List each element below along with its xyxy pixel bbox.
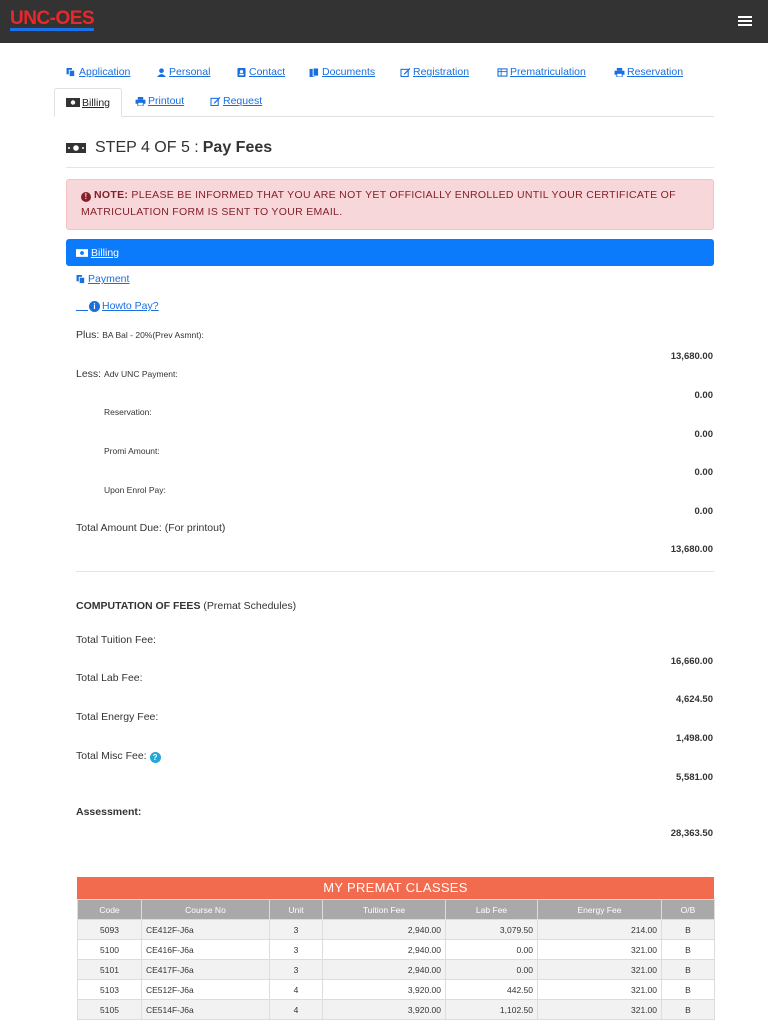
billing-section-button[interactable] <box>66 239 714 266</box>
info-circle-icon: i <box>89 301 100 312</box>
cell-code: 5101 <box>78 960 142 980</box>
cell-tuition-fee: 2,940.00 <box>323 920 446 940</box>
tab-personal-label: Personal <box>169 66 211 78</box>
tab-prematriculation-label: Prematriculation <box>510 66 586 78</box>
cell-course-no: CE514F-J6a <box>142 1000 270 1020</box>
billing-section-label: Billing <box>91 246 120 259</box>
less-row <box>76 368 178 380</box>
divider <box>66 167 714 168</box>
tab-application-label: Application <box>79 66 131 78</box>
lab-fee-label: Total Lab Fee: <box>76 672 143 684</box>
tab-reservation[interactable] <box>614 66 683 78</box>
upon-enrol-amount: 0.00 <box>694 506 713 517</box>
column-header: Code <box>78 900 142 920</box>
copy-icon <box>66 68 77 77</box>
tab-printout[interactable] <box>135 95 184 107</box>
cell-course-no: CE417F-J6a <box>142 960 270 980</box>
assessment-amount: 28,363.50 <box>670 828 713 839</box>
tab-prematriculation[interactable] <box>497 66 586 78</box>
cell-tuition-fee: 3,920.00 <box>323 980 446 1000</box>
copy-icon <box>76 275 87 284</box>
exclamation-circle-icon: ! <box>81 192 91 202</box>
cell-energy-fee: 321.00 <box>538 960 662 980</box>
adv-payment-label: Adv UNC Payment: <box>104 369 178 379</box>
howto-pay-link[interactable] <box>76 300 159 312</box>
tab-contact[interactable] <box>236 66 285 78</box>
money-bill-icon <box>66 143 86 153</box>
hamburger-menu-icon[interactable] <box>738 16 752 27</box>
cell-ob: B <box>662 980 715 1000</box>
tuition-fee-amount: 16,660.00 <box>670 656 713 667</box>
cell-course-no: CE416F-J6a <box>142 940 270 960</box>
tuition-fee-label: Total Tuition Fee: <box>76 634 156 646</box>
money-bill-icon <box>66 98 80 107</box>
cell-code: 5100 <box>78 940 142 960</box>
energy-fee-label: Total Energy Fee: <box>76 711 159 723</box>
tab-documents-label: Documents <box>322 66 376 78</box>
table-header-row <box>78 900 715 920</box>
tab-request-label: Request <box>223 95 263 107</box>
top-navbar <box>0 0 768 43</box>
tab-reservation-label: Reservation <box>627 66 684 78</box>
payment-link[interactable] <box>76 273 129 285</box>
total-amount-due-label: Total Amount Due: (For printout) <box>76 522 226 534</box>
plus-sub-label: BA Bal - 20%(Prev Asmnt): <box>102 330 204 340</box>
less-label: Less: <box>76 368 102 380</box>
table-row <box>78 940 715 960</box>
step-tabs <box>54 60 714 117</box>
plus-label: Plus: <box>76 329 100 341</box>
energy-fee-amount: 1,498.00 <box>676 733 713 744</box>
contact-card-icon <box>236 68 247 77</box>
promi-amount-label: Promi Amount: <box>104 446 160 456</box>
plus-row <box>76 329 204 341</box>
total-amount-due-value: 13,680.00 <box>670 544 713 555</box>
alert-text: PLEASE BE INFORMED THAT YOU ARE NOT YET OFFICIALLY ENROLLED UNTIL YOUR CERTIFICATE OF MATRICULATION FORM IS SENT TO YOUR EMAIL. <box>81 189 676 218</box>
enrollment-notice-alert <box>66 179 714 230</box>
cell-unit: 3 <box>270 920 323 940</box>
cell-tuition-fee: 2,940.00 <box>323 940 446 960</box>
table-row <box>78 1000 715 1020</box>
table-row <box>78 960 715 980</box>
cell-course-no: CE412F-J6a <box>142 920 270 940</box>
cell-lab-fee: 0.00 <box>446 960 538 980</box>
cell-lab-fee: 0.00 <box>446 940 538 960</box>
computation-heading <box>76 600 296 612</box>
table-row <box>78 920 715 940</box>
print-icon <box>135 97 146 106</box>
cell-energy-fee: 321.00 <box>538 980 662 1000</box>
cell-ob: B <box>662 960 715 980</box>
misc-fee-amount: 5,581.00 <box>676 772 713 783</box>
tab-printout-label: Printout <box>148 95 185 107</box>
cell-ob: B <box>662 1000 715 1020</box>
question-circle-icon[interactable]: ? <box>150 752 161 763</box>
plus-amount: 13,680.00 <box>670 351 713 362</box>
edit-icon <box>400 68 411 77</box>
howto-pay-label: Howto Pay? <box>102 300 159 312</box>
column-header: O/B <box>662 900 715 920</box>
payment-link-label: Payment <box>88 273 130 285</box>
cell-ob: B <box>662 920 715 940</box>
money-bill-icon <box>76 249 88 257</box>
column-header: Course No <box>142 900 270 920</box>
table-icon <box>497 68 508 77</box>
tab-contact-label: Contact <box>249 66 286 78</box>
cell-tuition-fee: 3,920.00 <box>323 1000 446 1020</box>
cell-course-no: CE512F-J6a <box>142 980 270 1000</box>
cell-energy-fee: 321.00 <box>538 940 662 960</box>
premat-classes-title: MY PREMAT CLASSES <box>77 877 714 899</box>
misc-fee-label: Total Misc Fee: <box>76 750 147 762</box>
cell-tuition-fee: 2,940.00 <box>323 960 446 980</box>
column-header: Lab Fee <box>446 900 538 920</box>
edit-icon <box>210 97 221 106</box>
cell-code: 5105 <box>78 1000 142 1020</box>
page-title <box>66 139 272 157</box>
column-header: Tuition Fee <box>323 900 446 920</box>
tab-documents[interactable] <box>309 66 375 78</box>
cell-energy-fee: 321.00 <box>538 1000 662 1020</box>
cell-unit: 3 <box>270 940 323 960</box>
cell-unit: 4 <box>270 1000 323 1020</box>
step-title: Pay Fees <box>202 139 273 156</box>
column-header: Unit <box>270 900 323 920</box>
tab-request[interactable] <box>210 95 262 107</box>
cell-lab-fee: 3,079.50 <box>446 920 538 940</box>
tab-billing-label: Billing <box>82 96 111 109</box>
computation-title: COMPUTATION OF FEES <box>76 600 201 612</box>
tab-application[interactable] <box>66 66 130 78</box>
cell-code: 5103 <box>78 980 142 1000</box>
upon-enrol-label: Upon Enrol Pay: <box>104 485 166 495</box>
assessment-label: Assessment: <box>76 806 142 818</box>
premat-classes-table <box>77 899 715 1020</box>
table-row <box>78 980 715 1000</box>
misc-fee-row <box>76 750 161 763</box>
cell-lab-fee: 1,102.50 <box>446 1000 538 1020</box>
divider <box>76 571 714 572</box>
cell-code: 5093 <box>78 920 142 940</box>
cell-energy-fee: 214.00 <box>538 920 662 940</box>
reservation-label: Reservation: <box>104 407 152 417</box>
tab-billing[interactable] <box>54 88 122 117</box>
computation-subtitle: (Premat Schedules) <box>203 600 297 612</box>
brand-logo[interactable]: UNC-OES <box>10 8 95 29</box>
cell-ob: B <box>662 940 715 960</box>
premat-classes-panel <box>77 877 714 1020</box>
reservation-amount: 0.00 <box>694 429 713 440</box>
column-header: Energy Fee <box>538 900 662 920</box>
alert-label: NOTE: <box>94 189 129 201</box>
tab-registration-label: Registration <box>413 66 470 78</box>
documents-icon <box>309 68 320 77</box>
print-icon <box>614 68 625 77</box>
cell-unit: 4 <box>270 980 323 1000</box>
cell-unit: 3 <box>270 960 323 980</box>
cell-lab-fee: 442.50 <box>446 980 538 1000</box>
tab-registration[interactable] <box>400 66 469 78</box>
step-prefix: STEP 4 OF 5 : <box>95 139 199 156</box>
user-icon <box>156 68 167 77</box>
tab-personal[interactable] <box>156 66 210 78</box>
lab-fee-amount: 4,624.50 <box>676 694 713 705</box>
adv-payment-amount: 0.00 <box>694 390 713 401</box>
link-underline <box>76 301 88 311</box>
promi-amount-value: 0.00 <box>694 467 713 478</box>
